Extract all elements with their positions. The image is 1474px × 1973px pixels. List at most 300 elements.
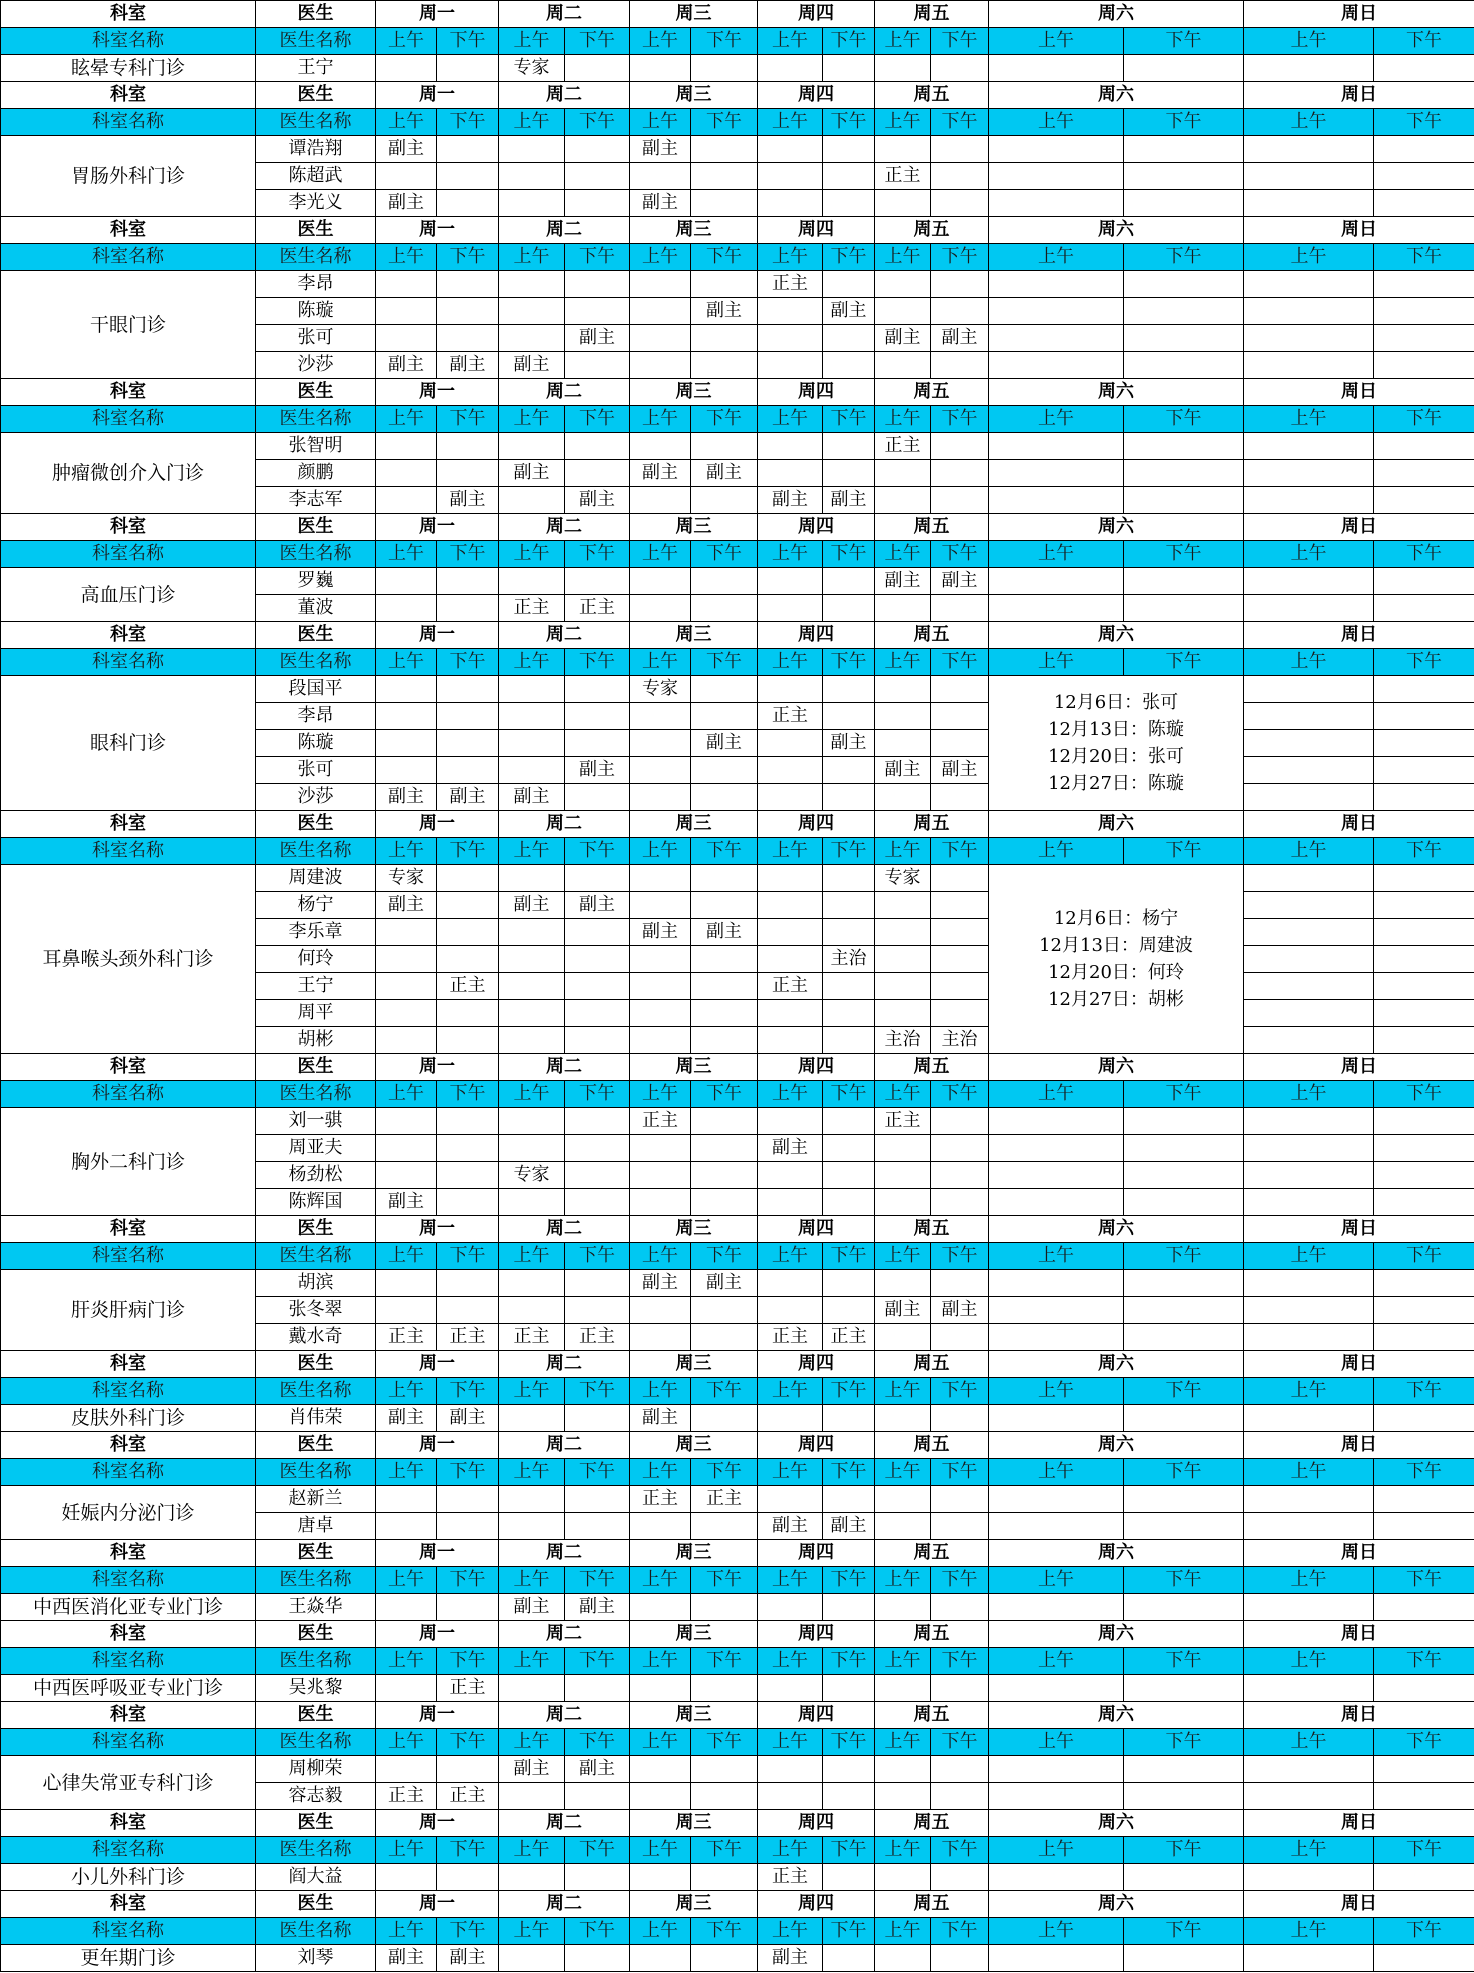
schedule-slot [989, 568, 1124, 595]
schedule-slot [376, 433, 437, 460]
subheader-pm: 下午 [1124, 244, 1244, 271]
subheader-am: 上午 [376, 1648, 437, 1675]
subheader-pm: 下午 [1124, 838, 1244, 865]
subheader-pm: 下午 [1124, 1648, 1244, 1675]
schedule-slot [1124, 190, 1244, 217]
schedule-slot [437, 568, 499, 595]
header-day: 周三 [630, 217, 758, 244]
schedule-slot: 副主 [376, 1189, 437, 1216]
doctor-name-cell: 胡彬 [256, 1027, 376, 1054]
schedule-slot [758, 136, 823, 163]
schedule-slot [630, 298, 691, 325]
schedule-slot [1124, 1270, 1244, 1297]
subheader-am: 上午 [758, 28, 823, 55]
section-subheader-row [1, 1729, 1474, 1756]
schedule-slot [1374, 1783, 1474, 1810]
dept-name-cell: 干眼门诊 [1, 271, 256, 379]
schedule-slot [823, 460, 875, 487]
subheader-pm: 下午 [1124, 541, 1244, 568]
schedule-slot [565, 1189, 630, 1216]
schedule-slot [931, 892, 989, 919]
header-day: 周一 [376, 1540, 499, 1567]
subheader-am: 上午 [499, 28, 565, 55]
schedule-slot [875, 1675, 931, 1702]
schedule-slot [931, 1945, 989, 1972]
schedule-slot [758, 190, 823, 217]
schedule-slot [758, 919, 823, 946]
subheader-doctor-name: 医生名称 [256, 244, 376, 271]
subheader-pm: 下午 [931, 1648, 989, 1675]
schedule-slot [1374, 1000, 1474, 1027]
header-day: 周四 [758, 379, 875, 406]
schedule-slot [758, 946, 823, 973]
schedule-slot: 副主 [931, 757, 989, 784]
schedule-slot [1244, 352, 1374, 379]
schedule-slot [565, 568, 630, 595]
subheader-am: 上午 [758, 1918, 823, 1945]
subheader-pm: 下午 [565, 838, 630, 865]
schedule-slot: 正主 [437, 1675, 499, 1702]
subheader-am: 上午 [499, 1837, 565, 1864]
schedule-slot [499, 1783, 565, 1810]
schedule-slot [437, 433, 499, 460]
schedule-slot [1374, 271, 1474, 298]
header-day: 周日 [1244, 1432, 1474, 1459]
subheader-pm: 下午 [1124, 1567, 1244, 1594]
schedule-slot: 正主 [437, 1324, 499, 1351]
subheader-pm: 下午 [931, 28, 989, 55]
schedule-slot [823, 1945, 875, 1972]
schedule-slot [823, 1270, 875, 1297]
subheader-pm: 下午 [691, 28, 758, 55]
doctor-name-cell: 李志军 [256, 487, 376, 514]
schedule-slot [565, 1297, 630, 1324]
subheader-am: 上午 [989, 1648, 1124, 1675]
schedule-slot [1244, 919, 1374, 946]
doctor-name-cell: 王焱华 [256, 1594, 376, 1621]
schedule-slot: 副主 [931, 1297, 989, 1324]
schedule-slot [758, 1594, 823, 1621]
header-doctor: 医生 [256, 82, 376, 109]
subheader-pm: 下午 [1374, 406, 1474, 433]
header-day: 周二 [499, 82, 630, 109]
subheader-dept-name: 科室名称 [1, 1918, 256, 1945]
schedule-slot [437, 55, 499, 82]
schedule-slot: 专家 [875, 865, 931, 892]
schedule-slot [499, 1945, 565, 1972]
subheader-doctor-name: 医生名称 [256, 838, 376, 865]
schedule-slot: 正主 [823, 1324, 875, 1351]
schedule-slot [1124, 325, 1244, 352]
header-day: 周二 [499, 379, 630, 406]
subheader-am: 上午 [630, 1378, 691, 1405]
schedule-slot [1374, 946, 1474, 973]
header-day: 周一 [376, 514, 499, 541]
schedule-slot [989, 1756, 1124, 1783]
header-day: 周日 [1244, 811, 1474, 838]
schedule-slot [823, 163, 875, 190]
schedule-slot [630, 1162, 691, 1189]
header-dept: 科室 [1, 1891, 256, 1918]
subheader-am: 上午 [1244, 541, 1374, 568]
subheader-am: 上午 [758, 1567, 823, 1594]
header-day: 周六 [989, 1, 1244, 28]
header-day: 周日 [1244, 1540, 1474, 1567]
subheader-doctor-name: 医生名称 [256, 1243, 376, 1270]
schedule-slot [630, 1783, 691, 1810]
schedule-slot: 正主 [691, 1486, 758, 1513]
schedule-slot [691, 1405, 758, 1432]
subheader-am: 上午 [376, 1459, 437, 1486]
schedule-slot: 副主 [823, 730, 875, 757]
subheader-pm: 下午 [931, 649, 989, 676]
section-subheader-row [1, 1459, 1474, 1486]
schedule-slot [630, 1000, 691, 1027]
subheader-am: 上午 [376, 1837, 437, 1864]
subheader-am: 上午 [376, 1081, 437, 1108]
subheader-am: 上午 [758, 838, 823, 865]
schedule-slot [1374, 595, 1474, 622]
schedule-slot: 副主 [875, 1297, 931, 1324]
section-header-row [1, 1702, 1474, 1729]
doctor-row [1, 271, 1474, 298]
subheader-am: 上午 [1244, 1837, 1374, 1864]
subheader-am: 上午 [630, 1918, 691, 1945]
schedule-slot [437, 1864, 499, 1891]
subheader-pm: 下午 [823, 649, 875, 676]
header-day: 周二 [499, 622, 630, 649]
header-day: 周五 [875, 1, 989, 28]
doctor-name-cell: 肖伟荣 [256, 1405, 376, 1432]
header-doctor: 医生 [256, 1702, 376, 1729]
header-day: 周五 [875, 1702, 989, 1729]
schedule-slot [691, 1675, 758, 1702]
schedule-slot: 副主 [376, 190, 437, 217]
schedule-slot [630, 1027, 691, 1054]
schedule-slot [1244, 703, 1374, 730]
subheader-pm: 下午 [823, 1459, 875, 1486]
schedule-slot [875, 730, 931, 757]
dept-name-cell: 眼科门诊 [1, 676, 256, 811]
header-dept: 科室 [1, 514, 256, 541]
subheader-pm: 下午 [691, 1567, 758, 1594]
schedule-slot [931, 595, 989, 622]
schedule-slot [1244, 325, 1374, 352]
subheader-pm: 下午 [691, 109, 758, 136]
header-day: 周日 [1244, 217, 1474, 244]
doctor-name-cell: 沙莎 [256, 784, 376, 811]
schedule-slot [376, 1027, 437, 1054]
subheader-pm: 下午 [565, 1459, 630, 1486]
schedule-slot: 副主 [437, 1405, 499, 1432]
schedule-slot [1124, 1945, 1244, 1972]
rotation-note-line: 12月6日：杨宁 [1053, 908, 1179, 929]
subheader-pm: 下午 [437, 1918, 499, 1945]
schedule-slot [989, 1594, 1124, 1621]
schedule-slot [691, 136, 758, 163]
schedule-slot [437, 1108, 499, 1135]
schedule-slot: 正主 [758, 271, 823, 298]
subheader-pm: 下午 [437, 1378, 499, 1405]
schedule-slot [376, 1864, 437, 1891]
header-dept: 科室 [1, 217, 256, 244]
schedule-slot [565, 190, 630, 217]
doctor-name-cell: 李乐章 [256, 919, 376, 946]
schedule-slot: 副主 [630, 190, 691, 217]
section-subheader-row [1, 28, 1474, 55]
subheader-pm: 下午 [565, 28, 630, 55]
schedule-slot [565, 973, 630, 1000]
schedule-slot [1374, 460, 1474, 487]
schedule-slot [875, 1000, 931, 1027]
schedule-slot [1374, 163, 1474, 190]
schedule-slot [376, 1675, 437, 1702]
schedule-slot [875, 1945, 931, 1972]
subheader-am: 上午 [376, 244, 437, 271]
rotation-note-line: 12月27日：胡彬 [1048, 989, 1184, 1010]
schedule-slot [437, 163, 499, 190]
doctor-name-cell: 吴兆黎 [256, 1675, 376, 1702]
subheader-pm: 下午 [437, 1729, 499, 1756]
header-doctor: 医生 [256, 1891, 376, 1918]
doctor-row [1, 1675, 1474, 1702]
schedule-slot [989, 1324, 1124, 1351]
doctor-name-cell: 颜鹏 [256, 460, 376, 487]
schedule-slot [1374, 1270, 1474, 1297]
schedule-slot [565, 919, 630, 946]
subheader-dept-name: 科室名称 [1, 1837, 256, 1864]
schedule-slot [1244, 460, 1374, 487]
subheader-pm: 下午 [691, 244, 758, 271]
doctor-name-cell: 王宁 [256, 55, 376, 82]
schedule-slot: 副主 [823, 1513, 875, 1540]
doctor-name-cell: 李昂 [256, 703, 376, 730]
schedule-slot: 副主 [630, 1405, 691, 1432]
schedule-slot [1124, 1324, 1244, 1351]
schedule-slot [565, 1135, 630, 1162]
schedule-slot [376, 1756, 437, 1783]
section-subheader-row [1, 838, 1474, 865]
subheader-am: 上午 [875, 1729, 931, 1756]
schedule-slot [823, 1864, 875, 1891]
schedule-slot [565, 703, 630, 730]
schedule-slot [931, 1270, 989, 1297]
schedule-slot [691, 1783, 758, 1810]
subheader-pm: 下午 [823, 244, 875, 271]
schedule-slot [1374, 784, 1474, 811]
schedule-slot [437, 1189, 499, 1216]
schedule-slot [565, 865, 630, 892]
schedule-slot [565, 1945, 630, 1972]
schedule-slot [565, 298, 630, 325]
schedule-slot [1124, 1486, 1244, 1513]
schedule-slot [376, 271, 437, 298]
subheader-doctor-name: 医生名称 [256, 1648, 376, 1675]
schedule-slot [437, 1270, 499, 1297]
schedule-slot: 副主 [376, 1405, 437, 1432]
schedule-slot [1374, 973, 1474, 1000]
schedule-slot [1124, 487, 1244, 514]
subheader-pm: 下午 [823, 1378, 875, 1405]
header-day: 周四 [758, 514, 875, 541]
header-day: 周六 [989, 82, 1244, 109]
header-day: 周五 [875, 514, 989, 541]
schedule-slot: 正主 [630, 1486, 691, 1513]
header-day: 周二 [499, 1621, 630, 1648]
header-dept: 科室 [1, 1351, 256, 1378]
schedule-slot [437, 892, 499, 919]
subheader-am: 上午 [875, 838, 931, 865]
saturday-rotation-note [989, 676, 1244, 811]
schedule-slot: 正主 [875, 433, 931, 460]
header-day: 周四 [758, 811, 875, 838]
doctor-name-cell: 杨宁 [256, 892, 376, 919]
schedule-slot [630, 325, 691, 352]
schedule-slot [565, 1162, 630, 1189]
schedule-slot [499, 163, 565, 190]
schedule-slot [499, 298, 565, 325]
dept-name-cell: 妊娠内分泌门诊 [1, 1486, 256, 1540]
header-day: 周六 [989, 514, 1244, 541]
doctor-row [1, 55, 1474, 82]
subheader-am: 上午 [758, 406, 823, 433]
dept-name-cell: 皮肤外科门诊 [1, 1405, 256, 1432]
subheader-am: 上午 [989, 1243, 1124, 1270]
schedule-slot [437, 1000, 499, 1027]
subheader-pm: 下午 [823, 109, 875, 136]
schedule-slot: 副主 [691, 730, 758, 757]
section-header-row [1, 811, 1474, 838]
subheader-pm: 下午 [1124, 109, 1244, 136]
schedule-slot [823, 757, 875, 784]
subheader-am: 上午 [1244, 1081, 1374, 1108]
subheader-am: 上午 [989, 649, 1124, 676]
schedule-slot [1244, 136, 1374, 163]
subheader-am: 上午 [499, 838, 565, 865]
schedule-slot [1374, 433, 1474, 460]
subheader-pm: 下午 [931, 541, 989, 568]
subheader-doctor-name: 医生名称 [256, 1567, 376, 1594]
header-day: 周三 [630, 622, 758, 649]
schedule-slot [989, 433, 1124, 460]
header-day: 周五 [875, 811, 989, 838]
subheader-pm: 下午 [691, 1459, 758, 1486]
schedule-slot [691, 757, 758, 784]
doctor-name-cell: 段国平 [256, 676, 376, 703]
schedule-slot [691, 865, 758, 892]
schedule-slot: 副主 [630, 136, 691, 163]
schedule-slot [691, 568, 758, 595]
schedule-slot [1374, 1945, 1474, 1972]
schedule-slot: 专家 [499, 55, 565, 82]
schedule-slot [499, 1675, 565, 1702]
header-day: 周一 [376, 1621, 499, 1648]
schedule-slot [758, 1486, 823, 1513]
subheader-am: 上午 [758, 1837, 823, 1864]
doctor-name-cell: 李昂 [256, 271, 376, 298]
schedule-slot [758, 1783, 823, 1810]
schedule-slot [499, 1513, 565, 1540]
schedule-slot [437, 946, 499, 973]
schedule-slot [691, 973, 758, 1000]
subheader-pm: 下午 [437, 1837, 499, 1864]
schedule-slot [989, 595, 1124, 622]
schedule-slot [989, 136, 1124, 163]
header-day: 周一 [376, 1810, 499, 1837]
schedule-slot [758, 433, 823, 460]
subheader-pm: 下午 [437, 1243, 499, 1270]
schedule-slot: 副主 [758, 1513, 823, 1540]
schedule-slot [875, 1783, 931, 1810]
subheader-pm: 下午 [823, 1837, 875, 1864]
doctor-row [1, 433, 1474, 460]
schedule-slot: 正主 [875, 163, 931, 190]
schedule-slot [376, 1108, 437, 1135]
rotation-note-line: 12月20日：张可 [1048, 746, 1184, 767]
subheader-am: 上午 [989, 838, 1124, 865]
schedule-slot [758, 1162, 823, 1189]
schedule-slot: 正主 [630, 1108, 691, 1135]
subheader-pm: 下午 [437, 1567, 499, 1594]
schedule-slot [931, 784, 989, 811]
schedule-slot [499, 946, 565, 973]
header-dept: 科室 [1, 1432, 256, 1459]
subheader-pm: 下午 [1124, 1243, 1244, 1270]
schedule-slot [875, 1189, 931, 1216]
subheader-pm: 下午 [1374, 838, 1474, 865]
header-dept: 科室 [1, 82, 256, 109]
schedule-slot [499, 568, 565, 595]
header-day: 周日 [1244, 1621, 1474, 1648]
subheader-am: 上午 [376, 109, 437, 136]
header-day: 周六 [989, 1351, 1244, 1378]
subheader-dept-name: 科室名称 [1, 649, 256, 676]
header-day: 周一 [376, 379, 499, 406]
schedule-slot [1124, 1162, 1244, 1189]
header-day: 周四 [758, 1351, 875, 1378]
header-doctor: 医生 [256, 1351, 376, 1378]
schedule-slot [931, 136, 989, 163]
header-day: 周一 [376, 811, 499, 838]
subheader-am: 上午 [875, 1081, 931, 1108]
subheader-pm: 下午 [565, 1648, 630, 1675]
schedule-slot [823, 1675, 875, 1702]
schedule-slot [875, 1594, 931, 1621]
subheader-doctor-name: 医生名称 [256, 109, 376, 136]
subheader-am: 上午 [758, 109, 823, 136]
header-day: 周六 [989, 622, 1244, 649]
subheader-doctor-name: 医生名称 [256, 1837, 376, 1864]
header-day: 周二 [499, 1540, 630, 1567]
subheader-doctor-name: 医生名称 [256, 406, 376, 433]
subheader-pm: 下午 [691, 649, 758, 676]
schedule-slot [989, 190, 1124, 217]
schedule-slot: 副主 [691, 460, 758, 487]
schedule-slot [823, 352, 875, 379]
subheader-am: 上午 [758, 1378, 823, 1405]
schedule-slot [437, 1297, 499, 1324]
header-day: 周四 [758, 82, 875, 109]
schedule-slot [989, 1405, 1124, 1432]
subheader-pm: 下午 [1374, 1243, 1474, 1270]
doctor-name-cell: 张智明 [256, 433, 376, 460]
schedule-slot [630, 1945, 691, 1972]
header-day: 周三 [630, 1810, 758, 1837]
subheader-pm: 下午 [437, 838, 499, 865]
schedule-slot [691, 676, 758, 703]
schedule-slot [630, 1135, 691, 1162]
subheader-am: 上午 [499, 1648, 565, 1675]
